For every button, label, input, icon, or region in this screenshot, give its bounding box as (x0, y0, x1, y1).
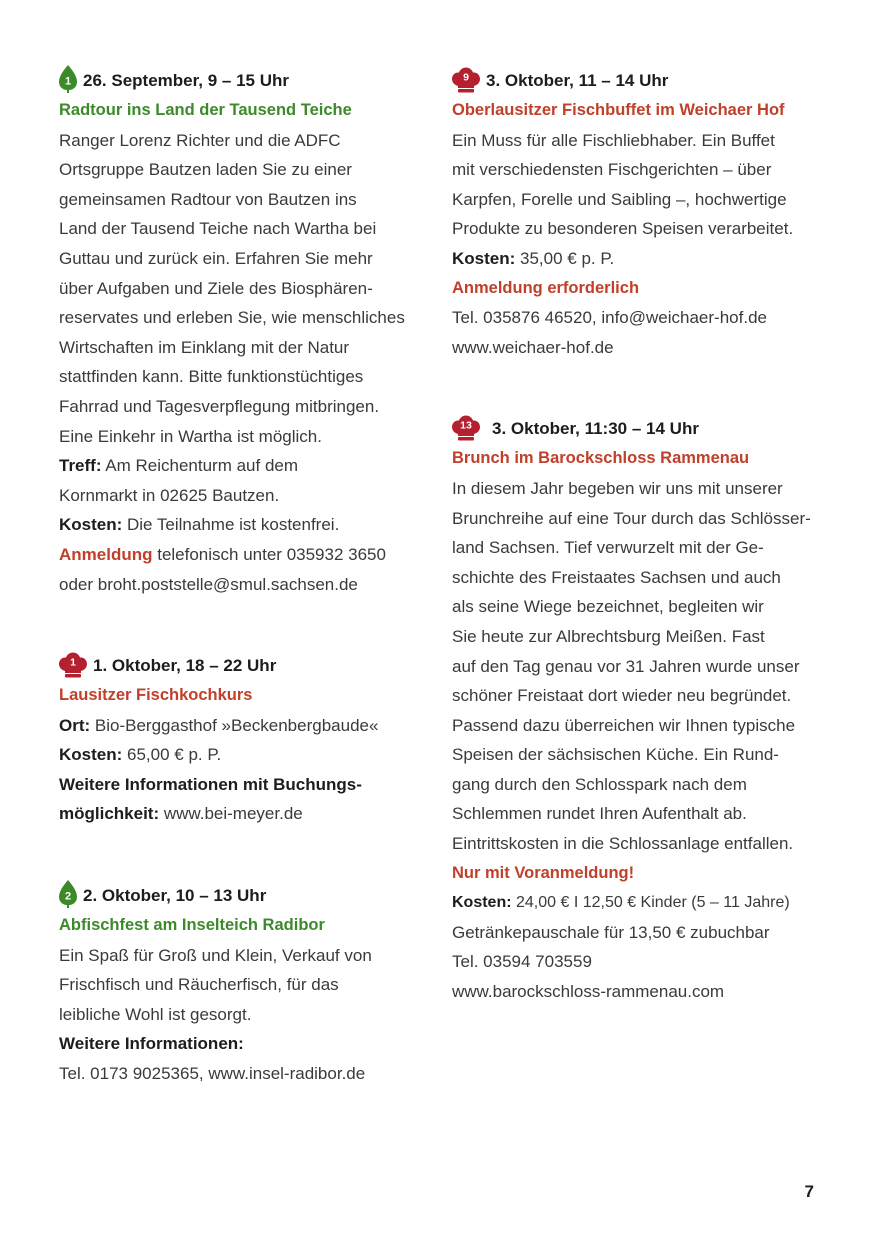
treff-label: Treff: (59, 456, 102, 476)
description-line: gang durch den Schlosspark nach dem (452, 774, 747, 794)
kosten-value: 35,00 € p. P. (515, 248, 615, 268)
cost (452, 888, 822, 918)
ort-label: Ort: (59, 715, 91, 735)
description-line: Brunchreihe auf eine Tour durch das Schlösser- (452, 508, 811, 528)
event-fischkochkurs (59, 651, 429, 829)
description-line: schichte des Freistaates Sachsen und auch (452, 567, 781, 587)
cost (59, 740, 429, 770)
page-number: 7 (804, 1182, 814, 1201)
description-line: In diesem Jahr begeben wir uns mit unserer (452, 478, 783, 498)
description-line: Land der Tausend Teiche nach Wartha bei (59, 219, 377, 239)
description-line: Ein Spaß für Groß und Klein, Verkauf von (59, 945, 372, 965)
leaf-icon: 1 (59, 65, 77, 93)
event-date: 1. Oktober, 18 – 22 Uhr (93, 656, 277, 676)
event-abfischfest (59, 881, 429, 1089)
event-date: 2. Oktober, 10 – 13 Uhr (83, 886, 267, 906)
anmeldung-label: Anmeldung (59, 544, 153, 564)
chef-hat-icon: 1 (59, 652, 87, 678)
kosten-label: Kosten: (59, 515, 123, 535)
info-label: Weitere Informationen: (59, 1034, 244, 1054)
description-line: reservates und erleben Sie, wie menschliches (59, 308, 405, 328)
event-date: 3. Oktober, 11:30 – 14 Uhr (492, 419, 699, 439)
website-link[interactable]: www.barockschloss-rammenau.com (452, 982, 725, 1002)
kosten-label: Kosten: (452, 894, 512, 912)
description-line: Wirtschaften im Einklang mit der Natur (59, 337, 350, 357)
description-line: Fahrrad und Tagesverpflegung mitbringen. (59, 396, 380, 416)
event-date-line (452, 66, 822, 96)
ort-value: Bio-Berggasthof »Beckenbergbaude« (90, 715, 379, 735)
contact-line[interactable]: Tel. 035876 46520, info@weichaer-hof.de (452, 308, 767, 328)
event-title: Lausitzer Fischkochkurs (59, 686, 253, 705)
event-date-line (59, 881, 429, 911)
description-line: stattfinden kann. Bitte funktionstüchtiges (59, 367, 364, 387)
event-fischbuffet (452, 66, 822, 362)
right-column (452, 58, 822, 1007)
description-line: als seine Wiege bezeichnet, begleiten wir (452, 597, 764, 617)
registration (59, 540, 429, 570)
event-date-line (59, 66, 429, 96)
description-line: Ein Muss für alle Fischliebhaber. Ein Buffet (452, 130, 775, 150)
info-label-2: möglichkeit: (59, 804, 160, 824)
contact-line: Getränkepauschale für 13,50 € zubuchbar (452, 922, 770, 942)
description-line: Sie heute zur Albrechtsburg Meißen. Fast (452, 626, 765, 646)
meeting-point-line2: Kornmarkt in 02625 Bautzen. (59, 485, 280, 505)
kosten-label: Kosten: (59, 745, 123, 765)
event-title: Radtour ins Land der Tausend Teiche (59, 101, 352, 119)
treff-value: Am Reichenturm auf dem (101, 456, 299, 476)
description-line: Produkte zu besonderen Speisen verarbeitet. (452, 219, 794, 239)
chef-hat-icon: 9 (452, 67, 480, 93)
kosten-label: Kosten: (452, 248, 516, 268)
website-link[interactable]: www.bei-meyer.de (159, 804, 303, 824)
event-title: Abfischfest am Inselteich Radibor (59, 916, 325, 935)
description-line: schöner Freistaat dort wieder neu begründet. (452, 686, 792, 706)
description-line: Eine Einkehr in Wartha ist möglich. (59, 426, 322, 446)
description-line: Speisen der sächsischen Küche. Ein Rund- (452, 745, 779, 765)
event-date: 3. Oktober, 11 – 14 Uhr (486, 71, 669, 90)
description-line: mit verschiedensten Fischgerichten – über (452, 160, 772, 180)
leaf-icon: 2 (59, 880, 77, 908)
event-date-line (452, 414, 822, 444)
description-line: auf den Tag genau vor 31 Jahren wurde unser (452, 656, 800, 676)
kosten-value: 24,00 € I 12,50 € Kinder (5 – 11 Jahre) (511, 894, 790, 912)
location (59, 711, 429, 741)
description-line: Frischfisch und Räucherfisch, für das (59, 975, 339, 995)
chef-hat-icon: 13 (452, 415, 480, 441)
description-line: leibliche Wohl ist gesorgt. (59, 1004, 252, 1024)
description-line: über Aufgaben und Ziele des Biosphären- (59, 278, 373, 298)
kosten-value: Die Teilnahme ist kostenfrei. (122, 515, 340, 535)
event-date-line (59, 651, 429, 681)
booking-info (59, 799, 429, 829)
description-line: land Sachsen. Tief verwurzelt mit der Ge- (452, 538, 764, 558)
description-line: Eintrittskosten in die Schlossanlage entfallen. (452, 834, 794, 854)
description-line: Karpfen, Forelle und Saibling –, hochwertige (452, 189, 787, 209)
event-brunch (452, 414, 822, 1006)
event-title: Oberlausitzer Fischbuffet im Weichaer Hof (452, 101, 785, 119)
kosten-value: 65,00 € p. P. (122, 745, 222, 765)
event-title: Brunch im Barockschloss Rammenau (452, 449, 750, 468)
description-line: Guttau und zurück ein. Erfahren Sie mehr (59, 248, 373, 268)
event-radtour (59, 66, 429, 599)
cost (452, 244, 822, 274)
description-line: Passend dazu überreichen wir Ihnen typische (452, 715, 796, 735)
contact-line[interactable]: Tel. 0173 9025365, www.insel-radibor.de (59, 1064, 366, 1084)
registration-notice: Nur mit Voranmeldung! (452, 863, 635, 882)
info-label: Weitere Informationen mit Buchungs- (59, 774, 362, 794)
registration-notice: Anmeldung erforderlich (452, 278, 640, 297)
website-link[interactable]: www.weichaer-hof.de (452, 337, 614, 357)
anmeldung-value: telefonisch unter 035932 3650 (152, 544, 386, 564)
description-line: Schlemmen rundet Ihren Aufenthalt ab. (452, 804, 747, 824)
contact-line[interactable]: Tel. 03594 703559 (452, 952, 592, 972)
meeting-point (59, 451, 429, 481)
left-column (59, 58, 429, 1089)
description-line: Ranger Lorenz Richter und die ADFC (59, 130, 341, 150)
description-line: Ortsgruppe Bautzen laden Sie zu einer (59, 160, 352, 180)
registration-email[interactable]: oder broht.poststelle@smul.sachsen.de (59, 574, 358, 594)
event-date: 26. September, 9 – 15 Uhr (83, 71, 289, 90)
description-line: gemeinsamen Radtour von Bautzen ins (59, 189, 357, 209)
cost (59, 510, 429, 540)
